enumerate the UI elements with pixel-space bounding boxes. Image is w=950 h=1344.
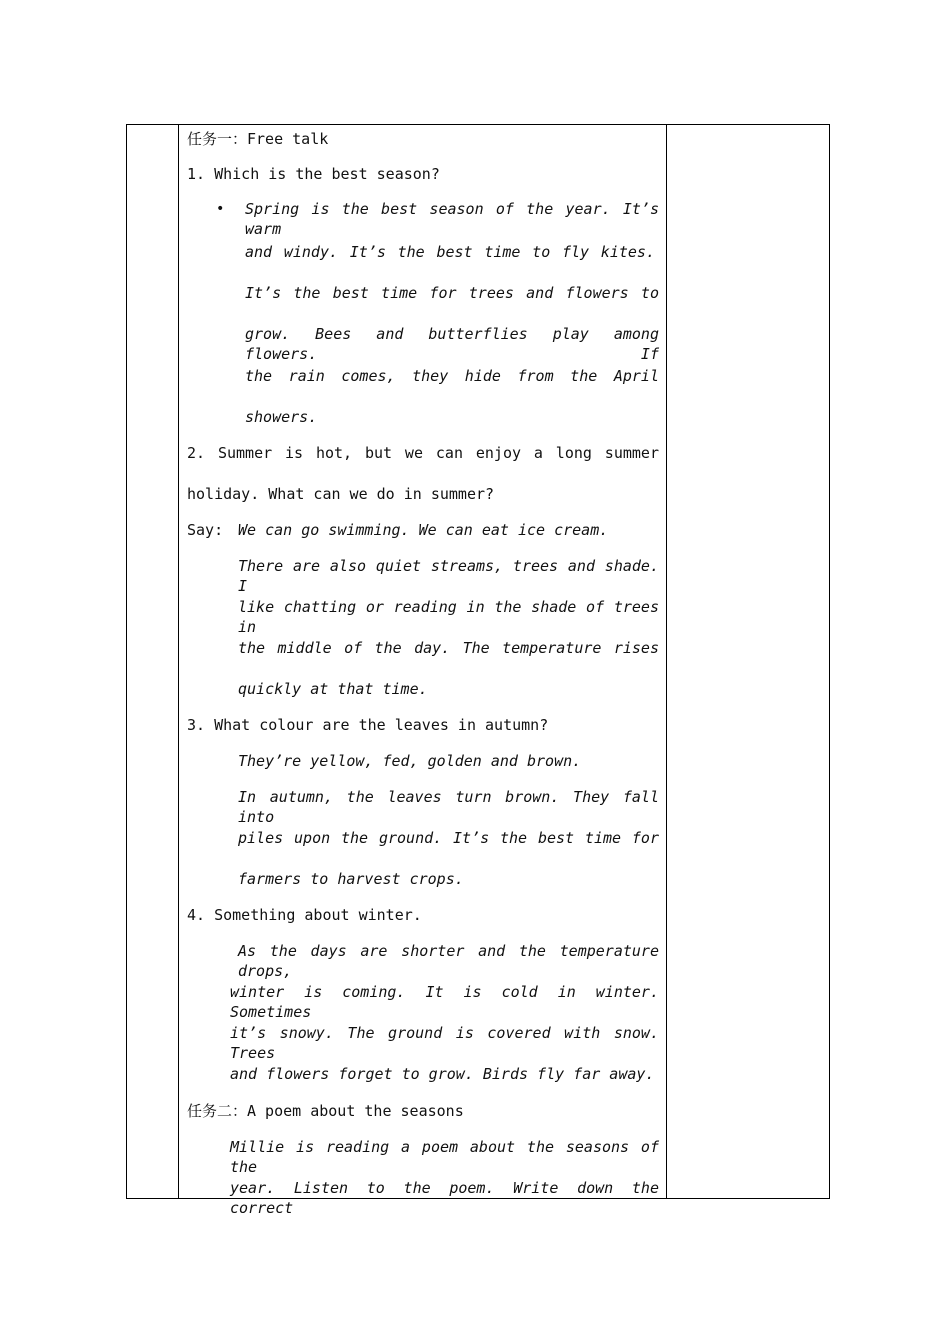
question-4: 4. Something about winter. [187, 906, 422, 924]
autumn-line: farmers to harvest crops. [238, 870, 464, 888]
spring-line: the rain comes, they hide from the April [245, 367, 659, 385]
winter-line: As the days are shorter and the temperature drops, [238, 942, 659, 980]
spring-line: showers. [245, 408, 318, 426]
autumn-answer: They’re yellow, fed, golden and brown. [238, 752, 582, 770]
winter-line: winter is coming. It is cold in winter. Sometimes [230, 983, 659, 1021]
lesson-content-cell [179, 125, 666, 1217]
summer-line: quickly at that time. [238, 680, 428, 698]
summer-line: like chatting or reading in the shade of trees in [238, 598, 659, 636]
spring-line: It’s the best time for trees and flowers to [245, 284, 659, 302]
spring-line: Spring is the best season of the year. It’s warm [245, 200, 659, 238]
say-label: Say: [187, 521, 224, 539]
winter-line: it’s snowy. The ground is covered with snow. Trees [230, 1024, 659, 1062]
autumn-line: In autumn, the leaves turn brown. They fall into [238, 788, 659, 826]
question-1: 1. Which is the best season? [187, 165, 440, 183]
summer-line: There are also quiet streams, trees and shade. I [238, 557, 659, 595]
task2-heading: 任务二：A poem about the seasons [187, 1102, 464, 1120]
spring-line: and windy. It’s the best time to fly kites. [245, 243, 655, 261]
summer-line: the middle of the day. The temperature rises [238, 639, 659, 657]
task1-heading: 任务一：Free talk [187, 130, 329, 148]
task2-line: Millie is reading a poem about the seasons of the [230, 1138, 659, 1176]
say-text: We can go swimming. We can eat ice cream. [238, 521, 609, 539]
task2-line: year. Listen to the poem. Write down the correct [230, 1179, 659, 1217]
spring-line: grow. Bees and butterflies play among flowers. If [245, 325, 659, 363]
question-2-line: holiday. What can we do in summer? [187, 485, 495, 503]
question-3: 3. What colour are the leaves in autumn? [187, 716, 549, 734]
question-2-line: 2. Summer is hot, but we can enjoy a long summer [187, 444, 659, 462]
column-divider-right [666, 125, 667, 1198]
bullet-dot: • [216, 201, 225, 217]
lesson-table [126, 124, 830, 1217]
autumn-line: piles upon the ground. It’s the best time for [238, 829, 659, 847]
winter-line: and flowers forget to grow. Birds fly far away. [230, 1065, 655, 1083]
